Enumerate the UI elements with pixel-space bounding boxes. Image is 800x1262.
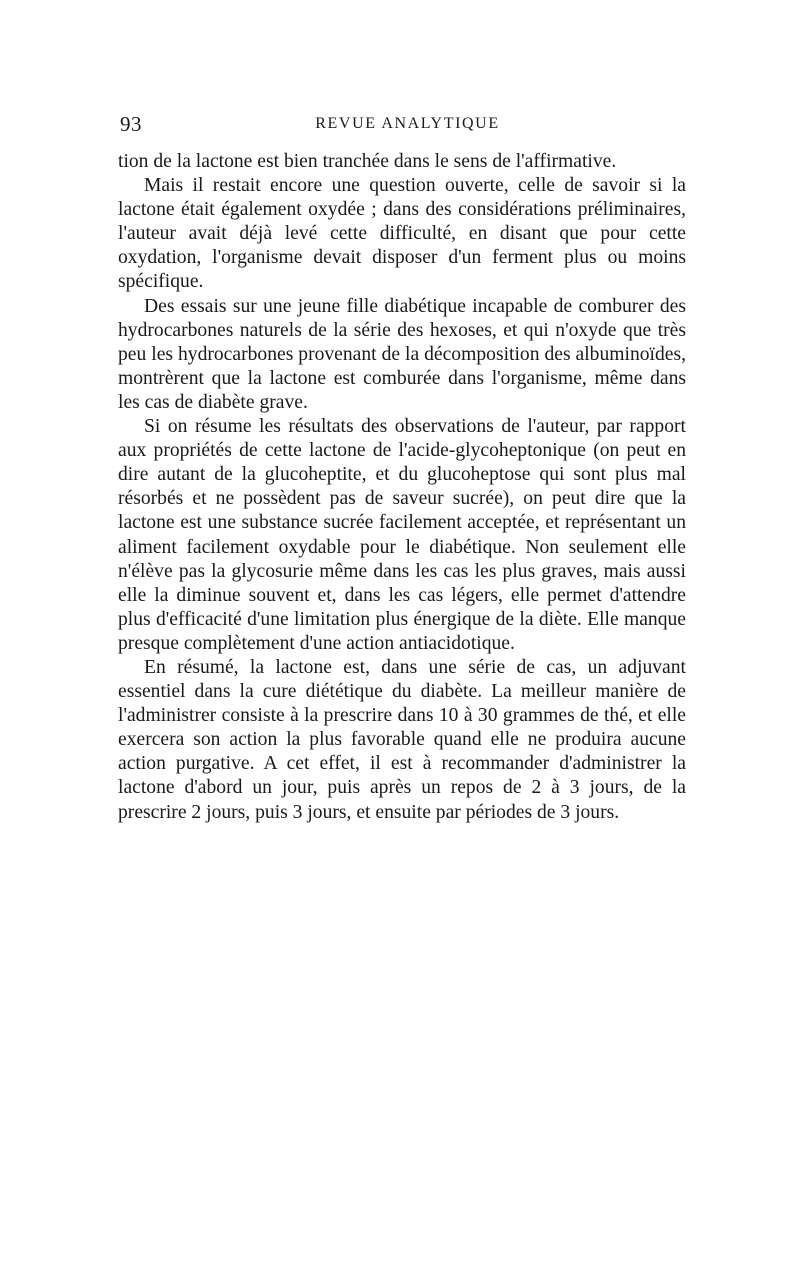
paragraph: Si on résume les résultats des observations de l'auteur, par rapport aux propriétés de cette lactone de l'acide-glycoheptonique (on peut en dire autant de la glucoheptite, et du glucoheptose qui sont plus mal résorbés et ne possèdent pas de saveur sucrée), on peut dire que la lactone est une substance sucrée facilement acceptée, et représentant un aliment facilement oxydable pour le diabétique. Non seulement elle n'élève pas la glycosurie même dans les cas les plus graves, mais aussi elle la diminue souvent et, dans les cas légers, elle permet d'attendre plus d'efficacité d'une limitation plus énergique de la diète. Elle manque presque complètement d'une action antiacidotique. [118,416,686,654]
paragraph: tion de la lactone est bien tranchée dans le sens de l'affirmative. [118,151,617,172]
paragraph: En résumé, la lactone est, dans une série de cas, un adjuvant essentiel dans la cure diététique du diabète. La meilleur manière de l'administrer consiste à la prescrire dans 10 à 30 grammes de thé, et elle exercera son action la plus favorable quand elle ne produira aucune action purgative. A cet effet, il est à recommander d'administrer la lactone d'abord un jour, puis après un repos de 2 à 3 jours, de la prescrire 2 jours, puis 3 jours, et ensuite par périodes de 3 jours. [118,656,686,823]
running-title: REVUE ANALYTIQUE [315,115,500,132]
paragraph: Des essais sur une jeune fille diabétique incapable de comburer des hydrocarbones naturels de la série des hexoses, et qui n'oxyde que très peu les hydrocarbones provenant de la décomposition des albuminoïdes, montrèrent que la lactone est comburée dans l'organisme, même dans les cas de diabète grave. [118,295,686,413]
article-body [118,150,686,825]
paragraph: Mais il restait encore une question ouverte, celle de savoir si la lactone était également oxydée ; dans des considérations préliminaires, l'auteur avait déjà levé cette difficulté, en disant que pour cette oxydation, l'organisme devait disposer d'un ferment plus ou moins spécifique. [118,175,686,293]
page-header [120,112,685,138]
page-number: 93 [120,112,142,136]
